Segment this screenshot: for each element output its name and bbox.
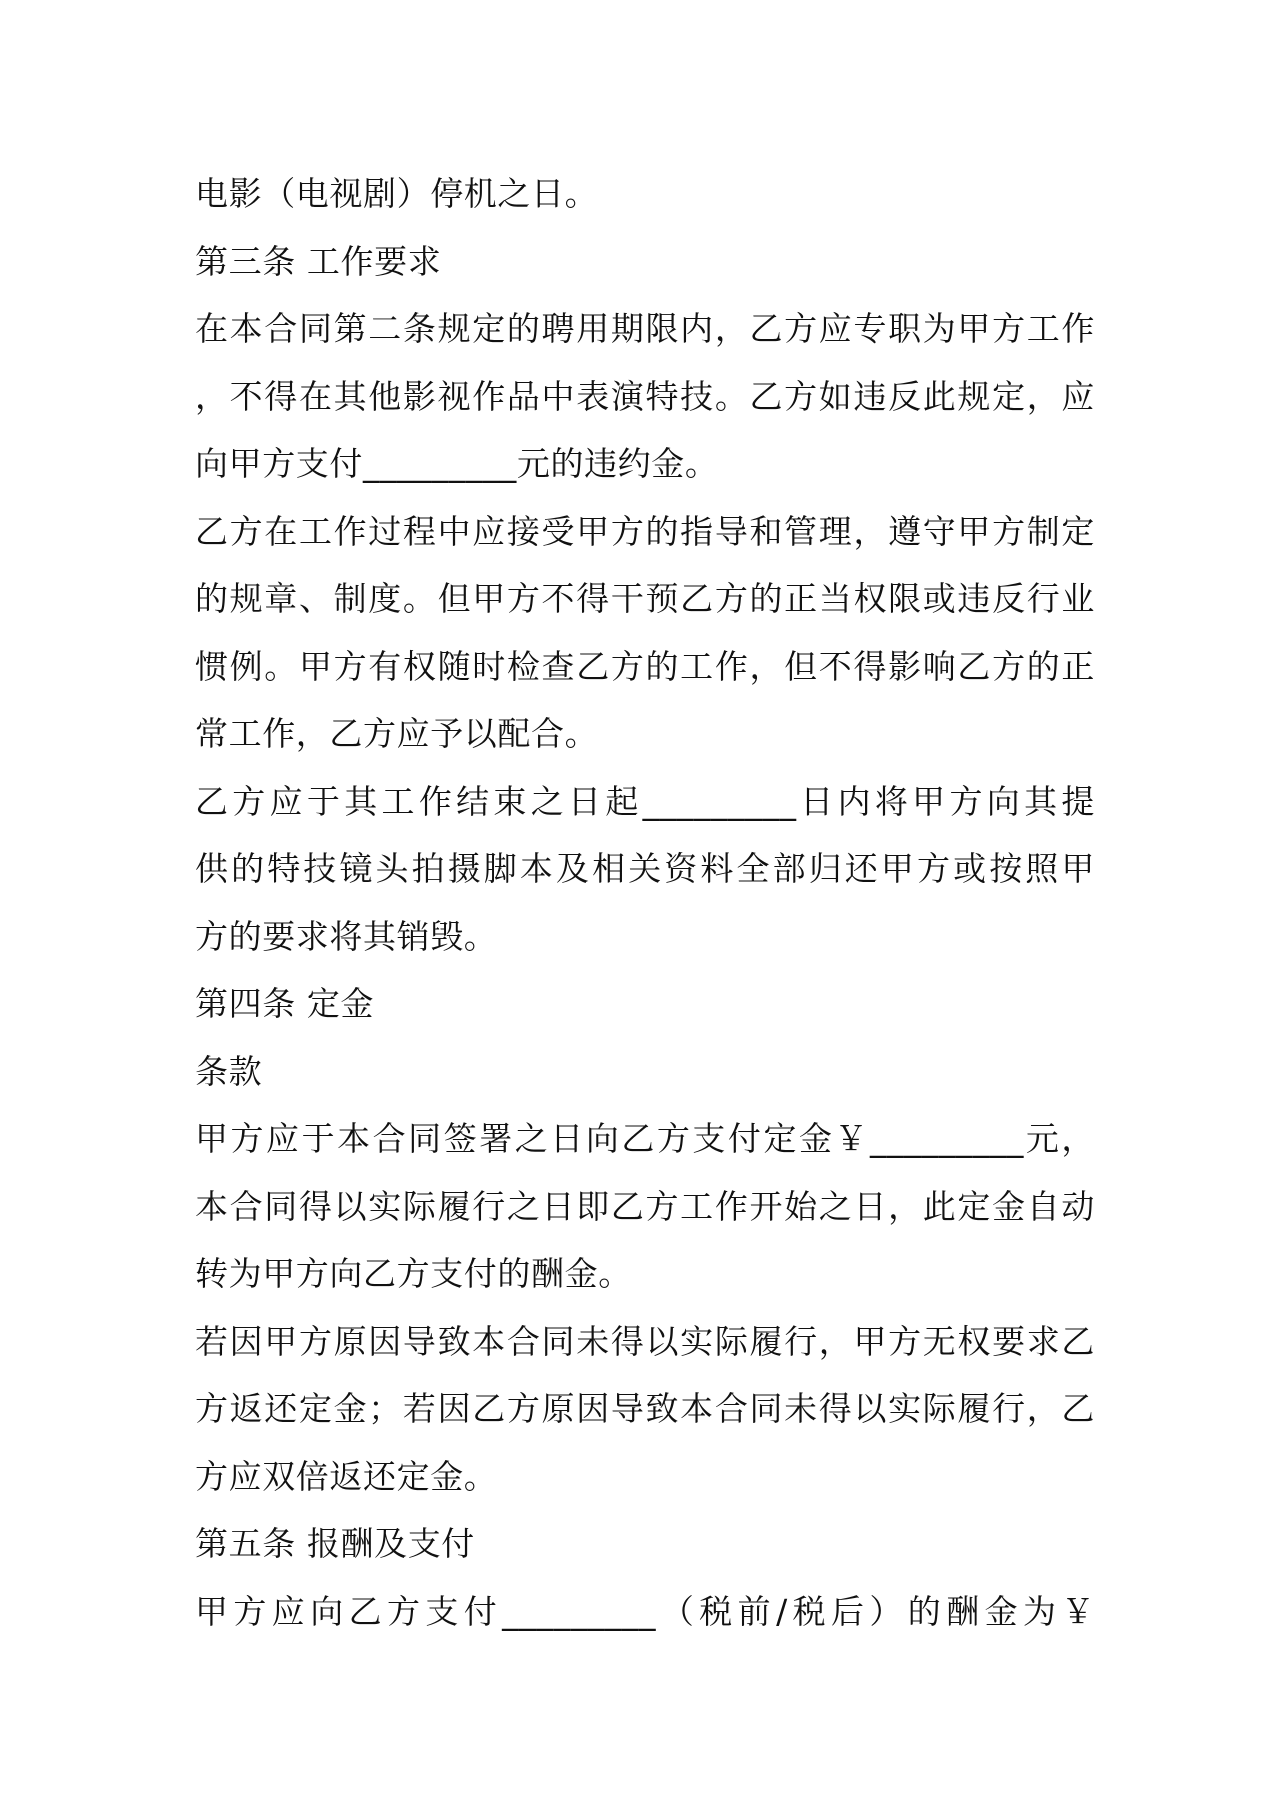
text-line: 本合同得以实际履行之日即乙方工作开始之日，此定金自动 (195, 1186, 1095, 1226)
section-heading-4: 第四条 定金 (195, 984, 375, 1023)
document-page (195, 160, 1095, 1645)
text-line: 方应双倍返还定金。 (195, 1456, 498, 1496)
text-line: 向甲方支付_________元的违约金。 (195, 444, 719, 483)
text-line: 方返还定金；若因乙方原因导致本合同未得以实际履行，乙 (195, 1389, 1095, 1428)
text-line: 在本合同第二条规定的聘用期限内，乙方应专职为甲方工作 (195, 309, 1095, 348)
text-line: 转为甲方向乙方支付的酬金。 (195, 1254, 632, 1293)
text-line: 方的要求将其销毁。 (195, 916, 498, 956)
text-line: 甲方应于本合同签署之日向乙方支付定金￥_________元， (195, 1119, 1095, 1158)
text-line: 常工作，乙方应予以配合。 (195, 714, 599, 753)
text-line: 供的特技镜头拍摄脚本及相关资料全部归还甲方或按照甲 (195, 849, 1095, 888)
text-line: 惯例。甲方有权随时检查乙方的工作，但不得影响乙方的正 (195, 646, 1095, 686)
text-line: 条款 (195, 1051, 263, 1091)
text-line: 若因甲方原因导致本合同未得以实际履行，甲方无权要求乙 (195, 1321, 1095, 1361)
section-heading-3: 第三条 工作要求 (195, 241, 442, 281)
text-line: 乙方应于其工作结束之日起_________日内将甲方向其提 (195, 781, 1095, 821)
text-line: ，不得在其他影视作品中表演特技。乙方如违反此规定，应 (195, 376, 1095, 416)
text-line: 的规章、制度。但甲方不得干预乙方的正当权限或违反行业 (195, 579, 1095, 618)
text-line: 乙方在工作过程中应接受甲方的指导和管理，遵守甲方制定 (195, 511, 1095, 551)
text-line: 甲方应向乙方支付_________（税前/税后）的酬金为￥ (195, 1591, 1095, 1631)
text-line: 电影（电视剧）停机之日。 (195, 174, 599, 213)
section-heading-5: 第五条 报酬及支付 (195, 1524, 475, 1563)
